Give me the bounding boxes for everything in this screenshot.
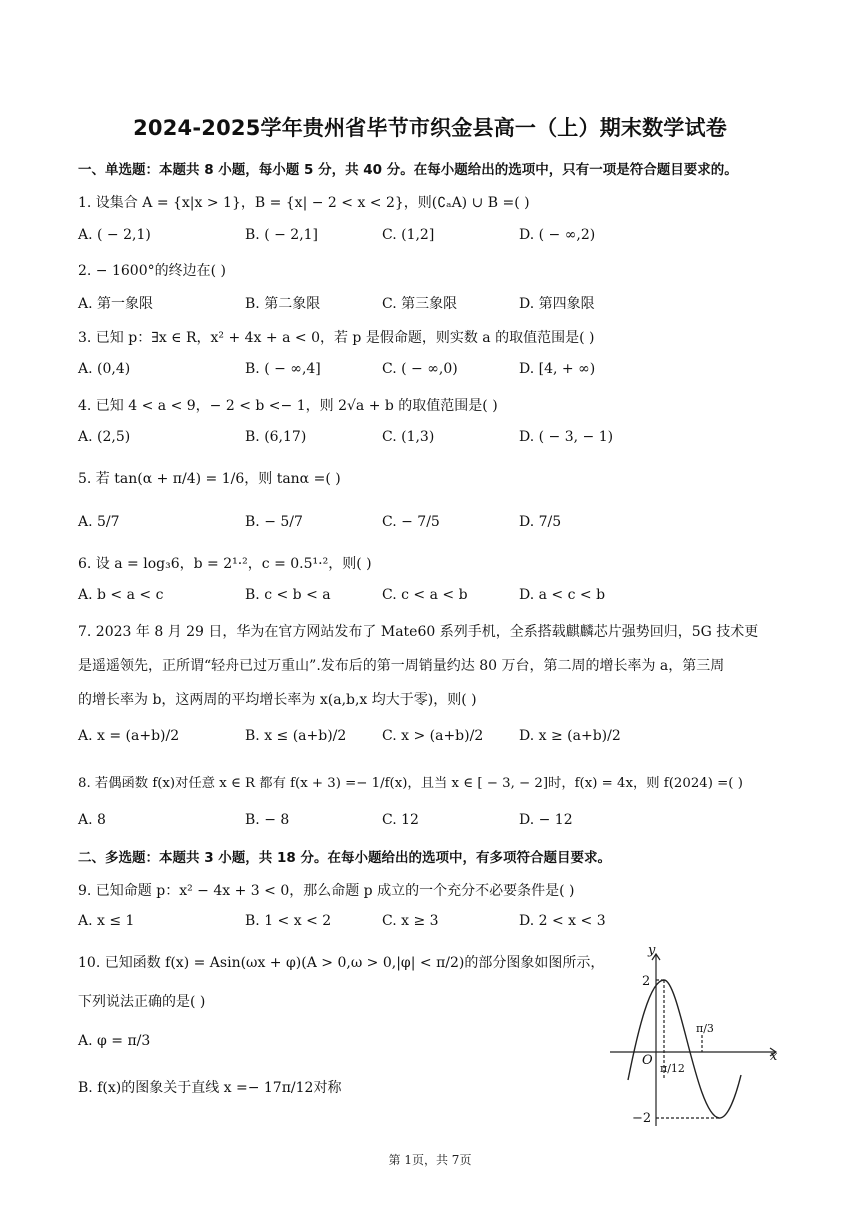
question-8-option-b: B. − 8 [245, 812, 290, 828]
question-4-stem: 4. 已知 4 < a < 9，− 2 < b <− 1，则 2√a + b 的取值范围是( ) [78, 398, 498, 414]
question-7-stem-line-1: 7. 2023 年 8 月 29 日，华为在官方网站发布了 Mate60 系列手机，全系搭载麒麟芯片强势回归，5G 技术更 [78, 624, 759, 640]
question-7-option-d: D. x ≥ (a+b)/2 [519, 728, 621, 744]
question-6-option-d: D. a < c < b [519, 587, 606, 603]
question-6-stem: 6. 设 a = log₃6，b = 2¹·²，c = 0.5¹·²，则( ) [78, 556, 372, 572]
question-9-option-d: D. 2 < x < 3 [519, 913, 606, 929]
question-4-option-b: B. (6,17) [245, 429, 307, 445]
question-5-option-c: C. − 7/5 [382, 514, 440, 530]
question-5-stem: 5. 若 tan(α + π/4) = 1/6，则 tanα =( ) [78, 471, 341, 487]
question-3-option-a: A. (0,4) [78, 361, 131, 377]
sine-curve [628, 980, 741, 1118]
section-multiple-choice: 二、多选题：本题共 3 小题，共 18 分。在每小题给出的选项中，有多项符合题目要求。 [78, 850, 611, 866]
question-8-option-c: C. 12 [382, 812, 419, 828]
question-1-option-d: D. ( − ∞,2) [519, 227, 596, 243]
question-5-option-a: A. 5/7 [78, 514, 120, 530]
question-2-option-a: A. 第一象限 [78, 296, 154, 312]
question-4-option-d: D. ( − 3, − 1) [519, 429, 614, 445]
question-6-option-a: A. b < a < c [78, 587, 164, 603]
question-7-option-c: C. x > (a+b)/2 [382, 728, 484, 744]
question-1-option-a: A. ( − 2,1) [78, 227, 151, 243]
question-2-option-b: B. 第二象限 [245, 296, 321, 312]
x-axis-label: x [770, 1049, 778, 1064]
question-9-option-b: B. 1 < x < 2 [245, 913, 332, 929]
page-footer: 第 1页，共 7页 [388, 1153, 472, 1167]
question-2-option-d: D. 第四象限 [519, 296, 595, 312]
y-min-label: −2 [632, 1111, 652, 1126]
question-1-option-b: B. ( − 2,1] [245, 227, 319, 243]
question-7-option-b: B. x ≤ (a+b)/2 [245, 728, 347, 744]
origin-label: O [642, 1053, 653, 1068]
question-1-stem: 1. 设集合 A = {x|x > 1}，B = {x| − 2 < x < 2}，则(∁ₐA) ∪ B =( ) [78, 195, 530, 211]
tick-pi-over-3-label: π/3 [696, 1022, 714, 1035]
question-2-option-c: C. 第三象限 [382, 296, 458, 312]
question-4-option-c: C. (1,3) [382, 429, 435, 445]
question-7-option-a: A. x = (a+b)/2 [78, 728, 180, 744]
sine-graph-figure [598, 940, 784, 1130]
tick-pi-over-12-label: π/12 [660, 1062, 685, 1075]
question-9-option-a: A. x ≤ 1 [78, 913, 135, 929]
question-9-stem: 9. 已知命题 p：x² − 4x + 3 < 0，那么命题 p 成立的一个充分不必要条件是( ) [78, 883, 575, 899]
question-3-stem: 3. 已知 p：∃x ∈ R，x² + 4x + a < 0，若 p 是假命题，则实数 a 的取值范围是( ) [78, 330, 595, 346]
question-3-option-c: C. ( − ∞,0) [382, 361, 458, 377]
question-10-stem-line-2: 下列说法正确的是( ) [78, 994, 206, 1010]
page-title: 2024-2025学年贵州省毕节市织金县高一（上）期末数学试卷 [133, 116, 727, 140]
question-8-option-d: D. − 12 [519, 812, 573, 828]
question-8-option-a: A. 8 [78, 812, 106, 828]
question-10-option-a: A. φ = π/3 [78, 1033, 151, 1049]
question-7-stem-line-3: 的增长率为 b，这两周的平均增长率为 x(a,b,x 均大于零)，则( ) [78, 692, 477, 708]
section-single-choice: 一、单选题：本题共 8 小题，每小题 5 分，共 40 分。在每小题给出的选项中，只有一项是符合题目要求的。 [78, 162, 738, 178]
question-7-stem-line-2: 是遥遥领先，正所谓“轻舟已过万重山”.发布后的第一周销量约达 80 万台，第二周的增长率为 a，第三周 [78, 658, 725, 674]
y-axis-label: y [648, 943, 656, 958]
question-6-option-b: B. c < b < a [245, 587, 331, 603]
question-1-option-c: C. (1,2] [382, 227, 435, 243]
question-10-stem-line-1: 10. 已知函数 f(x) = Asin(ωx + φ)(A > 0,ω > 0,|φ| < π/2)的部分图象如图所示， [78, 955, 605, 971]
question-2-stem: 2. − 1600°的终边在( ) [78, 263, 226, 279]
question-5-option-d: D. 7/5 [519, 514, 562, 530]
question-4-option-a: A. (2,5) [78, 429, 131, 445]
question-3-option-b: B. ( − ∞,4] [245, 361, 321, 377]
question-8-stem: 8. 若偶函数 f(x)对任意 x ∈ R 都有 f(x + 3) =− 1/f(x)，且当 x ∈ [ − 3, − 2]时，f(x) = 4x，则 f(2024) =( ) [78, 776, 743, 791]
question-3-option-d: D. [4, + ∞) [519, 361, 596, 377]
question-10-option-b: B. f(x)的图象关于直线 x =− 17π/12对称 [78, 1080, 342, 1096]
question-5-option-b: B. − 5/7 [245, 514, 303, 530]
y-max-label: 2 [642, 974, 651, 989]
question-6-option-c: C. c < a < b [382, 587, 468, 603]
question-9-option-c: C. x ≥ 3 [382, 913, 439, 929]
